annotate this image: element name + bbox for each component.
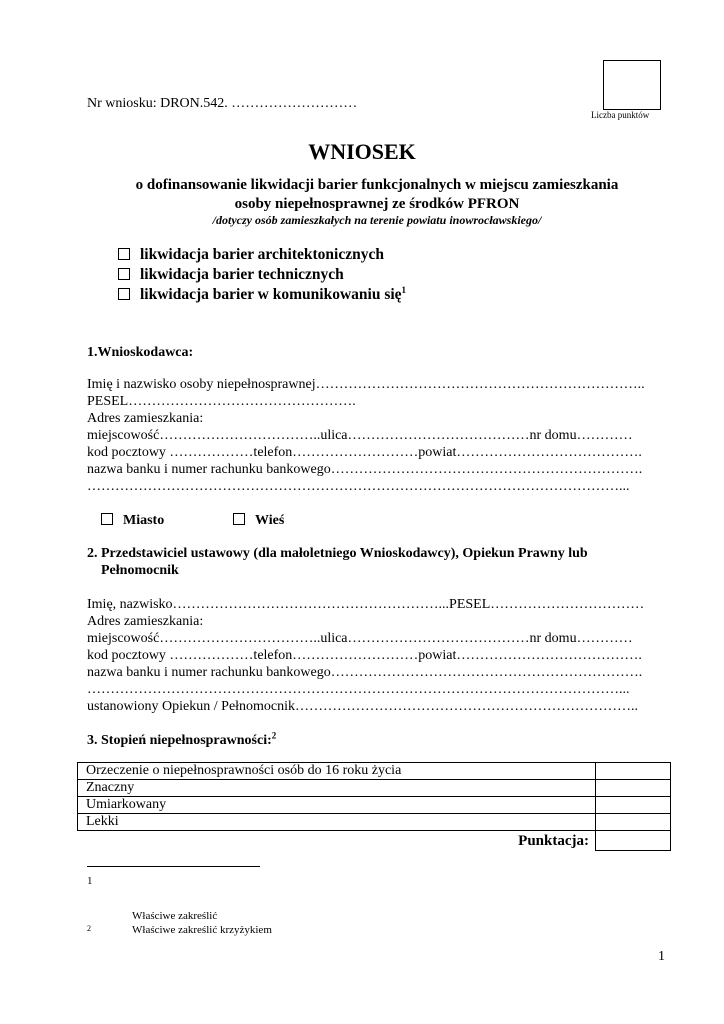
row-value-cell[interactable] xyxy=(596,814,671,831)
option-village xyxy=(233,512,284,529)
option-label: likwidacja barier w komunikowaniu się xyxy=(140,286,402,303)
row-value-cell[interactable] xyxy=(596,780,671,797)
table-row xyxy=(78,814,671,831)
option-label: likwidacja barier technicznych xyxy=(140,266,344,283)
section1-heading: 1.Wnioskodawca: xyxy=(87,345,194,360)
total-row xyxy=(78,831,671,851)
field-bank-account[interactable]: nazwa banku i numer rachunku bankowego…………………………………………………………. xyxy=(87,462,643,477)
field-rep-address-street[interactable]: miejscowość……………………………..ulica…………………………………nr domu………… xyxy=(87,631,633,646)
total-label: Punktacja: xyxy=(518,832,589,849)
option-communication xyxy=(118,285,406,304)
field-extra-line[interactable]: ……………………………………………………………………………………………………... xyxy=(87,479,630,494)
disability-table xyxy=(77,762,671,851)
checkbox-architectural[interactable] xyxy=(118,248,130,260)
field-rep-extra-line[interactable]: ……………………………………………………………………………………………………... xyxy=(87,682,630,697)
option-city xyxy=(101,512,164,529)
row-label: Znaczny xyxy=(78,780,596,797)
field-full-name[interactable]: Imię i nazwisko osoby niepełnosprawnej…………………………………………………………….. xyxy=(87,377,645,392)
footnote-text-1: Właściwe zakreślić xyxy=(132,910,218,922)
option-architectural xyxy=(118,245,384,264)
footnote-number-1: 1 xyxy=(87,875,93,887)
footnote-number-2: 2 xyxy=(87,924,91,933)
document-title: WNIOSEK xyxy=(308,139,416,164)
table-row xyxy=(78,780,671,797)
row-label: Umiarkowany xyxy=(78,797,596,814)
subtitle-line2: osoby niepełnosprawnej ze środków PFRON xyxy=(234,196,520,212)
row-value-cell[interactable] xyxy=(596,797,671,814)
footnote-separator xyxy=(87,866,260,867)
field-rep-postal-phone[interactable]: kod pocztowy ………………telefon………………………powiat…………………………………. xyxy=(87,648,642,663)
checkbox-communication[interactable] xyxy=(118,288,130,300)
total-value-cell[interactable] xyxy=(596,831,671,851)
page-number: 1 xyxy=(658,949,665,964)
points-label: Liczba punktów xyxy=(591,110,650,120)
footnote-text-2: Właściwe zakreślić krzyżykiem xyxy=(132,924,272,936)
footnote-ref: 1 xyxy=(401,284,407,295)
field-guardian[interactable]: ustanowiony Opiekun / Pełnomocnik……………………………………………………………….. xyxy=(87,699,639,714)
points-box[interactable] xyxy=(603,60,661,110)
address-label: Adres zamieszkania: xyxy=(87,411,204,426)
table-row xyxy=(78,797,671,814)
request-number: Nr wniosku: DRON.542. ……………………… xyxy=(87,96,358,111)
checkbox-village[interactable] xyxy=(233,513,245,525)
subtitle-line3: /dotyczy osób zamieszkałych na terenie powiatu inowrocławskiego/ xyxy=(212,213,542,227)
row-label: Orzeczenie o niepełnosprawności osób do 16 roku życia xyxy=(78,763,596,780)
section2-heading-line1: 2. Przedstawiciel ustawowy (dla małoletniego Wnioskodawcy), Opiekun Prawny lub xyxy=(87,546,588,561)
field-pesel[interactable]: PESEL…………………………………………. xyxy=(87,394,356,409)
field-postal-phone[interactable]: kod pocztowy ………………telefon………………………powiat…………………………………. xyxy=(87,445,642,460)
row-label: Lekki xyxy=(78,814,596,831)
city-label: Miasto xyxy=(123,513,165,528)
checkbox-technical[interactable] xyxy=(118,268,130,280)
village-label: Wieś xyxy=(255,513,285,528)
footnote-ref: 2 xyxy=(271,730,277,741)
section3-heading-text: 3. Stopień niepełnosprawności: xyxy=(87,733,272,748)
field-address-street[interactable]: miejscowość……………………………..ulica…………………………………nr domu………… xyxy=(87,428,633,443)
rep-address-label: Adres zamieszkania: xyxy=(87,614,204,629)
field-rep-name-pesel[interactable]: Imię, nazwisko…………………………………………………...PESEL…………………………… xyxy=(87,597,645,612)
subtitle-line1: o dofinansowanie likwidacji barier funkcjonalnych w miejscu zamieszkania xyxy=(135,177,619,193)
section3-heading xyxy=(87,732,276,749)
table-row xyxy=(78,763,671,780)
field-rep-bank-account[interactable]: nazwa banku i numer rachunku bankowego…………………………………………………………. xyxy=(87,665,643,680)
row-value-cell[interactable] xyxy=(596,763,671,780)
option-label: likwidacja barier architektonicznych xyxy=(140,246,384,263)
checkbox-city[interactable] xyxy=(101,513,113,525)
option-technical xyxy=(118,265,344,284)
section2-heading-line2: Pełnomocnik xyxy=(101,563,179,578)
